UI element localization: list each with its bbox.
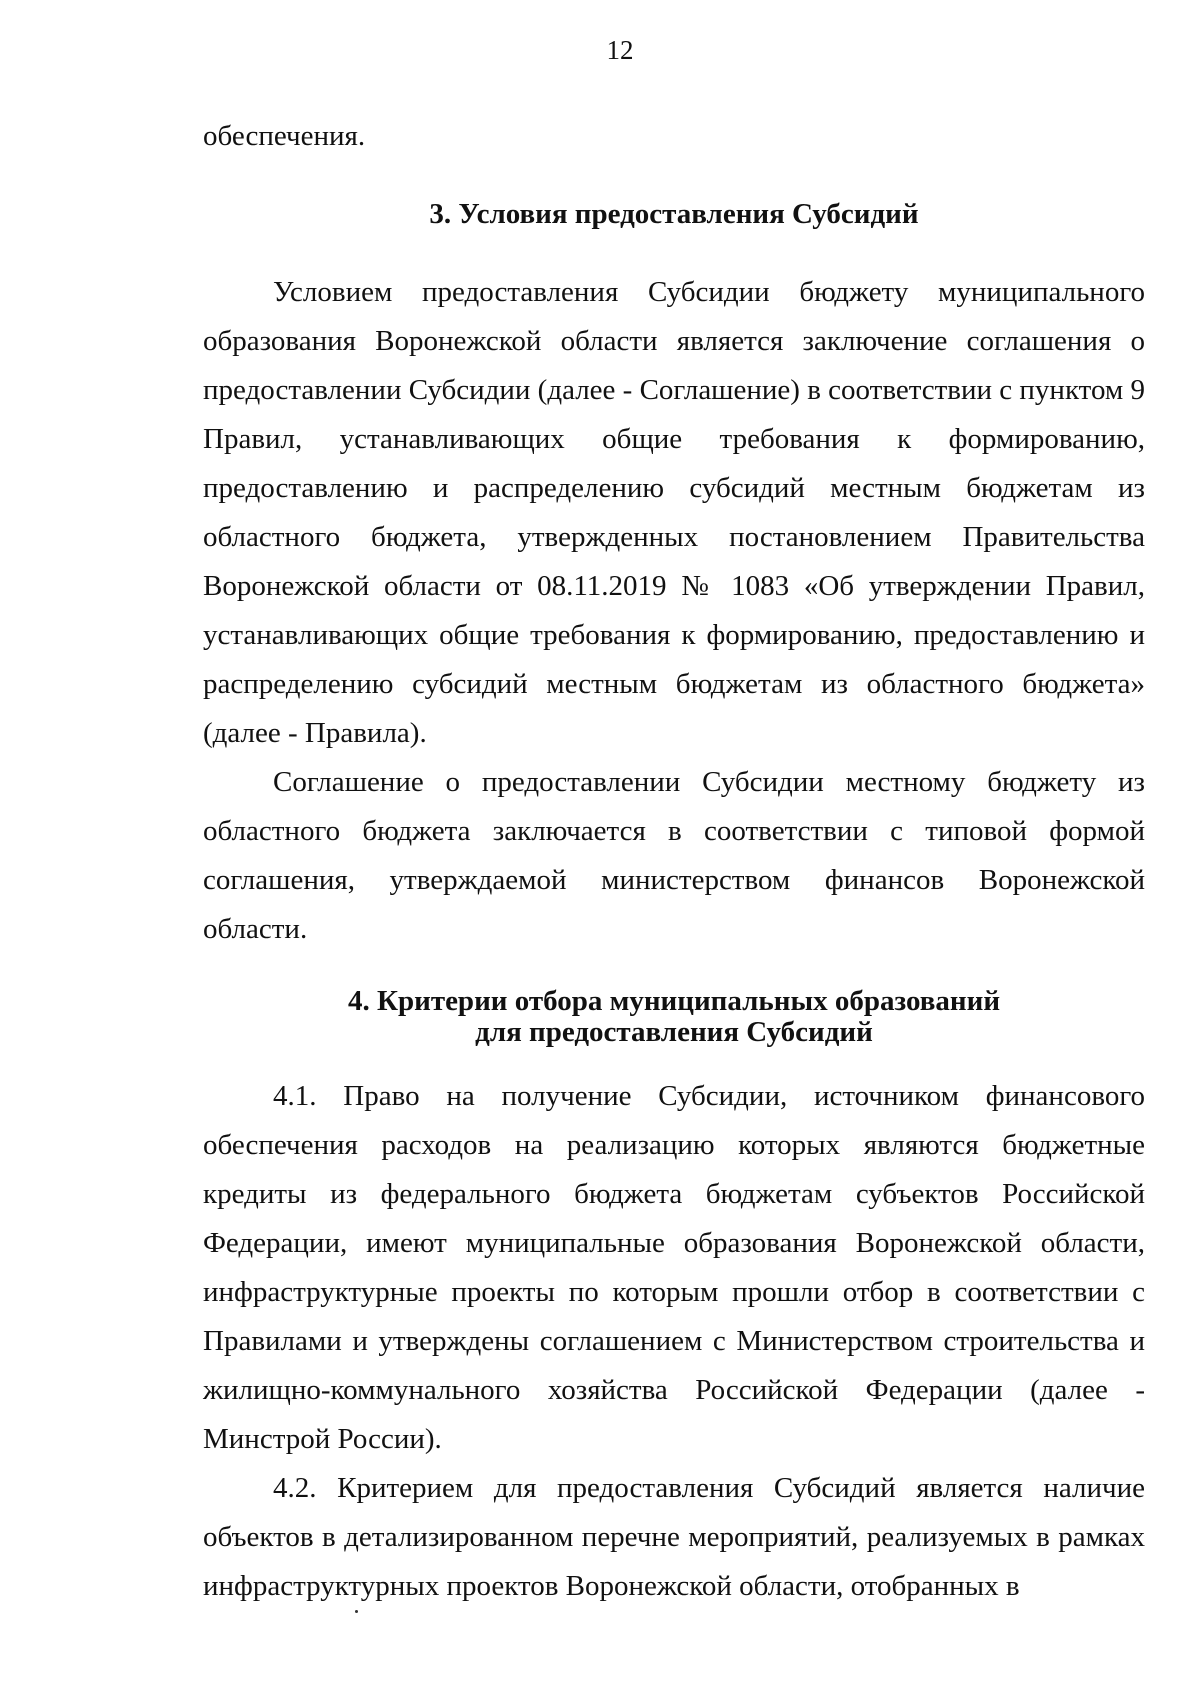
section-4-paragraph-2: 4.2. Критерием для предоставления Субсидий является наличие объектов в детализированном перечне мероприятий, реализуемых в рамках инфраструктурных проектов Воронежской области, отобранных в	[203, 1472, 1145, 1602]
section-3-paragraph-1: Условием предоставления Субсидии бюджету муниципального образования Воронежской области является заключение соглашения о предоставлении Субсидии (далее - Соглашение) в соответствии с пунктом 9 Правил, устанавливающих общие требования к формированию, предоставлению и распределению субсидий местным бюджетам из областного бюджета, утвержденных постановлением Правительства Воронежской области от 08.11.2019 № 1083 «Об утверждении Правил, устанавливающих общие требования к формированию, предоставлению и распределению субсидий местным бюджетам из областного бюджета» (далее - Правила).	[203, 276, 1145, 749]
lead-text: обеспечения.	[203, 120, 366, 152]
section-3-paragraph-2: Соглашение о предоставлении Субсидии местному бюджету из областного бюджета заключается в соответствии с типовой формой соглашения, утверждаемой министерством финансов Воронежской области.	[203, 766, 1145, 945]
scan-speck	[355, 1610, 358, 1613]
section-4-heading	[203, 986, 1145, 1048]
section-4-paragraph-1: 4.1. Право на получение Субсидии, источником финансового обеспечения расходов на реализацию которых являются бюджетные кредиты из федерального бюджета бюджетам субъектов Российской Федерации, имеют муниципальные образования Воронежской области, инфраструктурные проекты по которым прошли отбор в соответствии с Правилами и утверждены соглашением с Министерством строительства и жилищно-коммунального хозяйства Российской Федерации (далее - Минстрой России).	[203, 1080, 1145, 1455]
section-4-heading-line-2: для предоставления Субсидий	[475, 1016, 873, 1048]
section-3-heading: 3. Условия предоставления Субсидий	[429, 198, 919, 230]
page-number: 12	[606, 35, 634, 65]
document-body	[203, 112, 1145, 1611]
section-4-heading-line-1: 4. Критерии отбора муниципальных образований	[347, 985, 1001, 1017]
